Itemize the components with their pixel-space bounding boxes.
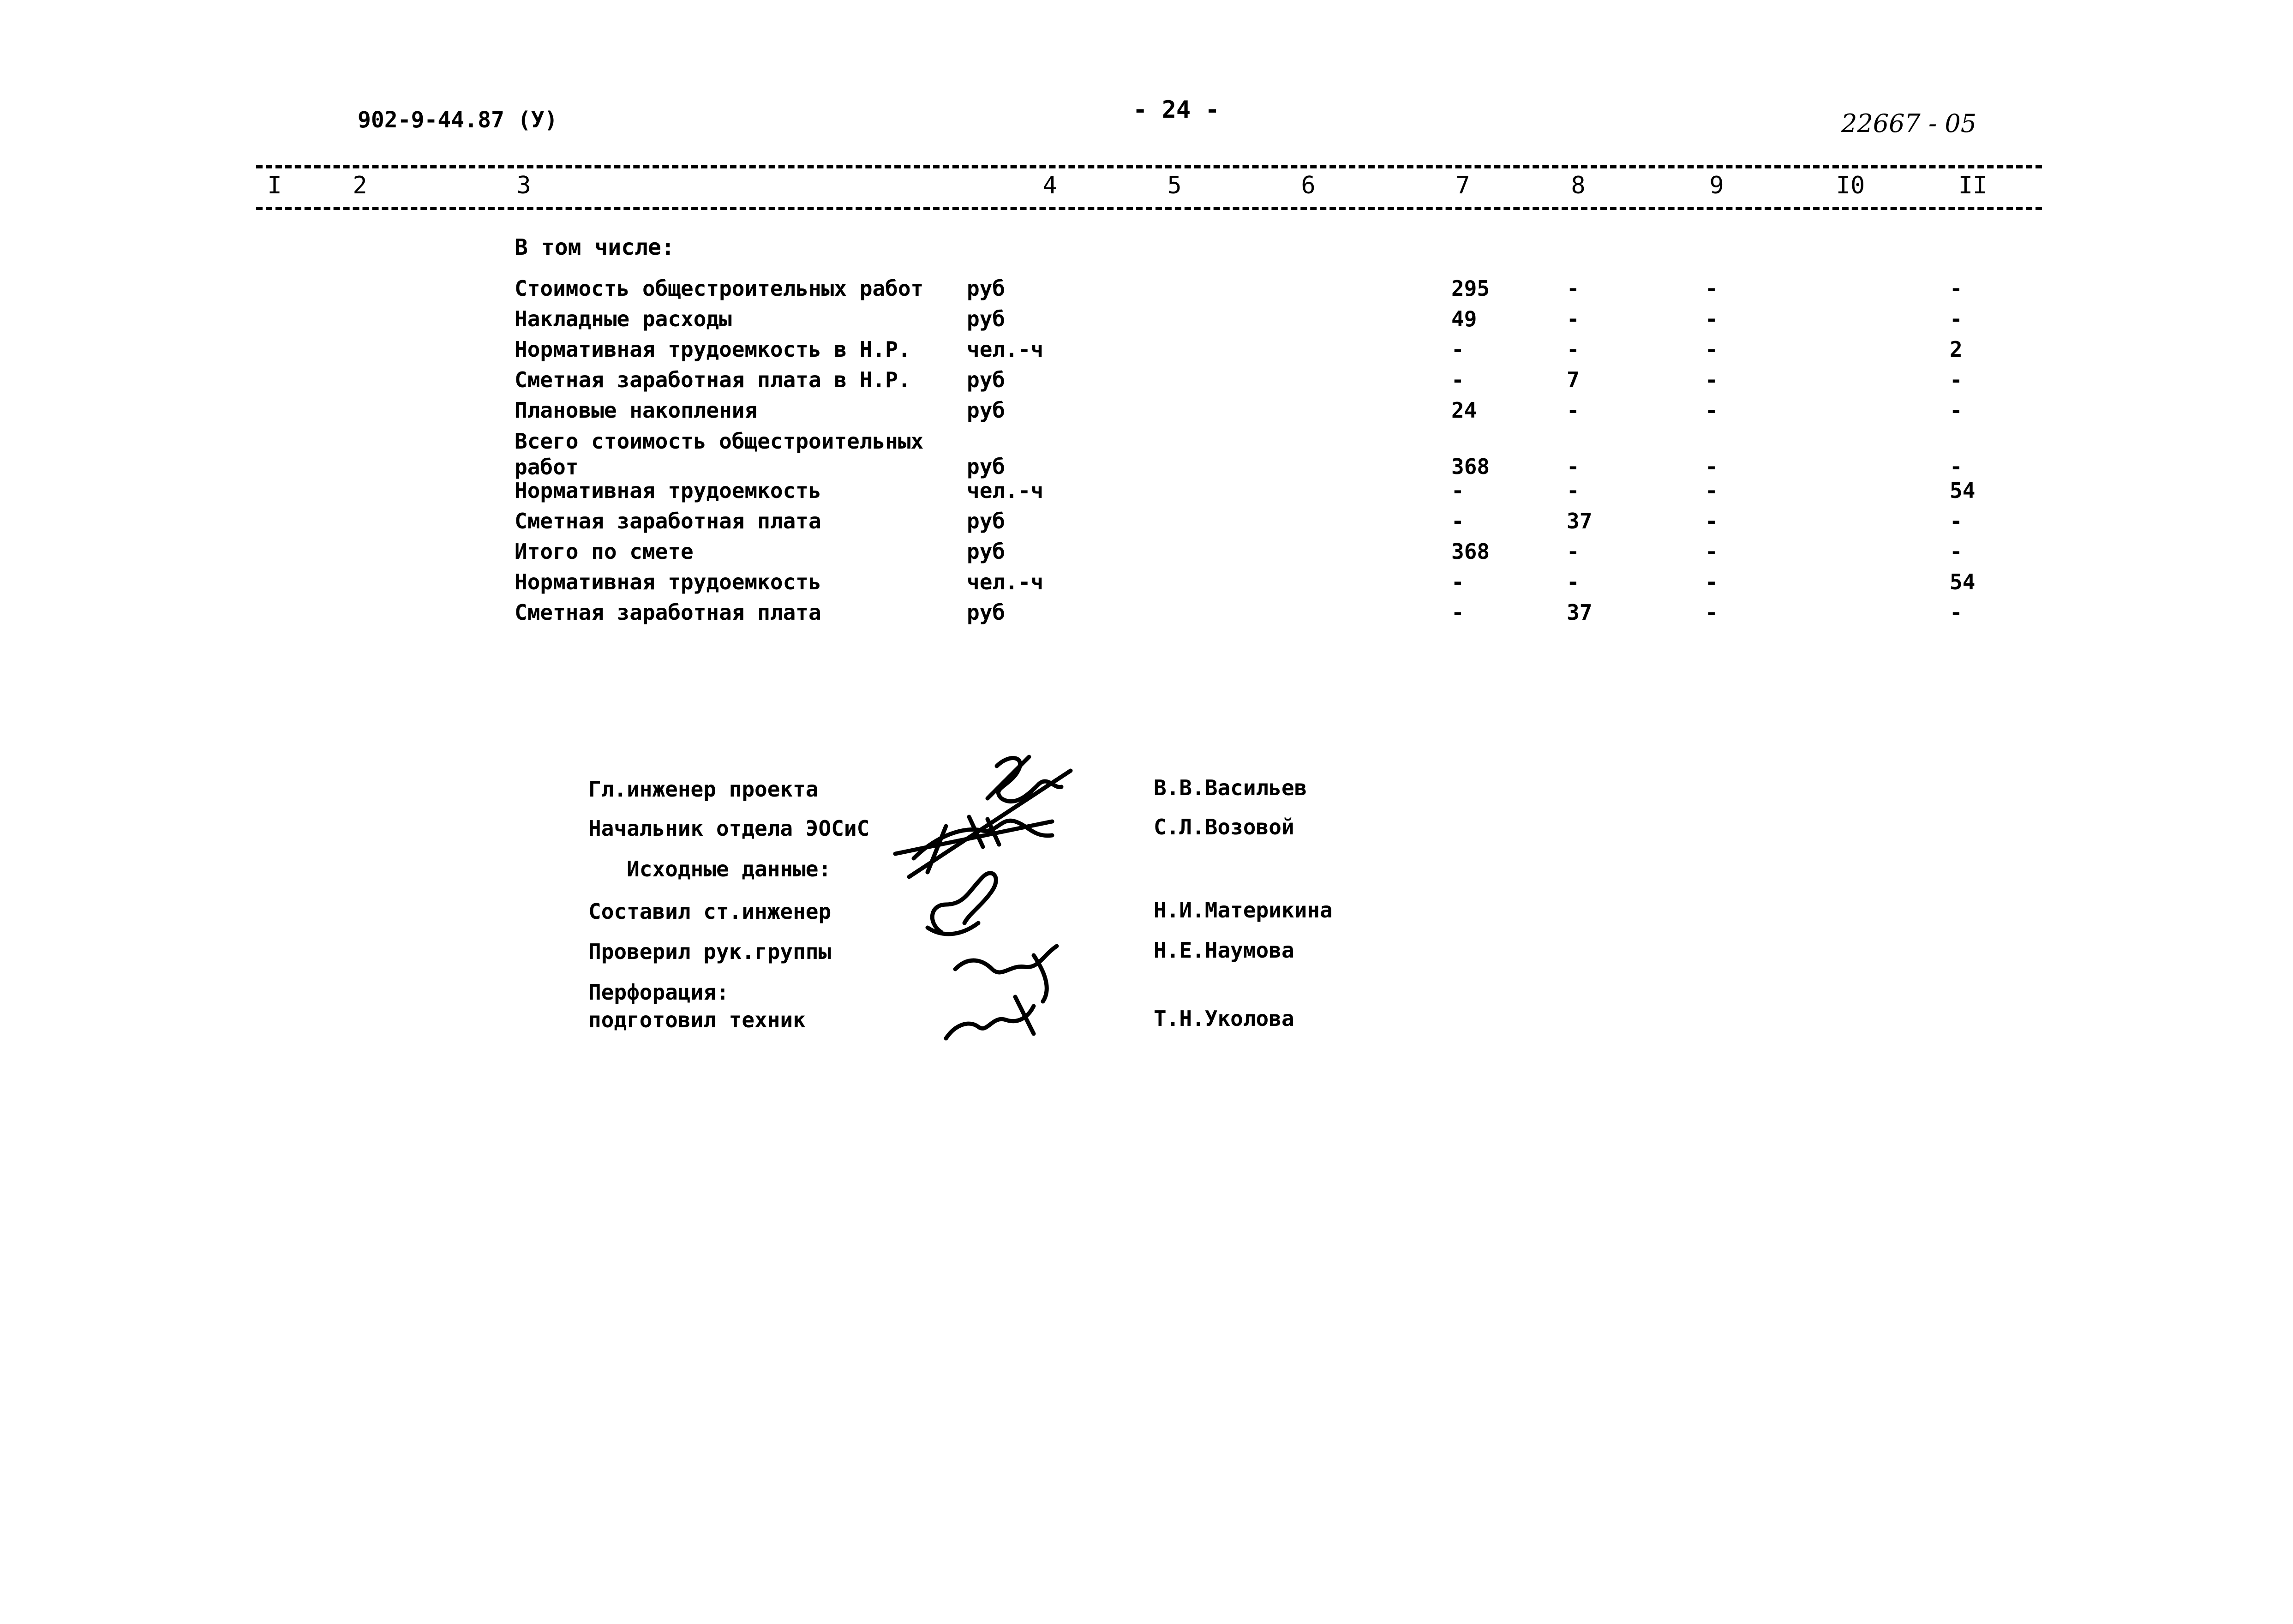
row-name: Нормативная трудоемкость <box>515 569 821 594</box>
row-name: Сметная заработная плата <box>515 509 821 533</box>
row-unit: руб <box>967 454 1006 479</box>
row-col7: - <box>1451 509 1464 533</box>
section-subheading: Исходные данные: <box>588 857 832 881</box>
row-name: Всего стоимость общестроительных работ <box>515 429 924 479</box>
row-unit: руб <box>967 276 1006 301</box>
row-col11: - <box>1950 600 1963 625</box>
row-col7: 295 <box>1451 276 1490 301</box>
row-unit: руб <box>967 509 1006 533</box>
row-col7: - <box>1451 600 1464 625</box>
column-header: I <box>267 172 282 199</box>
row-name: Нормативная трудоемкость в Н.Р. <box>515 337 911 362</box>
table-row <box>0 276 2293 306</box>
header-top-rule <box>256 165 2042 168</box>
row-col8: - <box>1567 454 1580 479</box>
column-header: 7 <box>1455 172 1470 199</box>
row-col11: - <box>1950 276 1963 301</box>
handwritten-signatures-icon <box>877 738 1177 1061</box>
table-row <box>0 478 2293 509</box>
signature-stroke <box>928 873 996 934</box>
row-col8: - <box>1567 276 1580 301</box>
table-row <box>0 509 2293 539</box>
row-name: Итого по смете <box>515 539 694 564</box>
column-header: 2 <box>353 172 367 199</box>
column-header: 9 <box>1709 172 1724 199</box>
row-col9: - <box>1705 539 1718 564</box>
row-unit: руб <box>967 306 1006 331</box>
row-col8: 7 <box>1567 367 1580 392</box>
row-col7: - <box>1451 478 1464 503</box>
row-col7: 24 <box>1451 398 1477 423</box>
column-header: 6 <box>1301 172 1316 199</box>
row-col8: - <box>1567 569 1580 594</box>
signatory-title: Составил ст.инженер <box>588 899 832 924</box>
row-col9: - <box>1705 337 1718 362</box>
table-row <box>0 306 2293 337</box>
row-col11: 54 <box>1950 478 1976 503</box>
page-number: - 24 - <box>1133 96 1220 124</box>
row-col9: - <box>1705 276 1718 301</box>
row-col9: - <box>1705 569 1718 594</box>
row-col8: 37 <box>1567 600 1593 625</box>
row-col7: - <box>1451 337 1464 362</box>
row-unit: руб <box>967 539 1006 564</box>
signatory-name: Н.Е.Наумова <box>1154 938 1294 963</box>
row-col9: - <box>1705 509 1718 533</box>
column-header: 4 <box>1042 172 1057 199</box>
row-unit: чел.-ч <box>967 478 1044 503</box>
table-row <box>0 539 2293 569</box>
row-col9: - <box>1705 367 1718 392</box>
row-col11: - <box>1950 367 1963 392</box>
row-col11: 2 <box>1950 337 1963 362</box>
signatory-title: Гл.инженер проекта <box>588 777 819 802</box>
row-col7: 368 <box>1451 539 1490 564</box>
row-col8: - <box>1567 306 1580 331</box>
signature-stroke <box>946 997 1034 1038</box>
signatory-title: Начальник отдела ЭОСиС <box>588 816 870 841</box>
column-header: 3 <box>516 172 531 199</box>
row-col9: - <box>1705 398 1718 423</box>
row-unit: руб <box>967 398 1006 423</box>
sheet-number: 22667 - 05 <box>1841 109 1977 138</box>
signatory-name: Н.И.Материкина <box>1154 898 1333 923</box>
row-col7: - <box>1451 367 1464 392</box>
table-row <box>0 600 2293 630</box>
signatory-name: С.Л.Возовой <box>1154 815 1294 839</box>
row-name: Нормативная трудоемкость <box>515 478 821 503</box>
row-unit: чел.-ч <box>967 337 1044 362</box>
header-bottom-rule <box>256 207 2042 210</box>
table-row <box>0 569 2293 600</box>
column-header: 5 <box>1167 172 1182 199</box>
table-row <box>0 398 2293 428</box>
row-col8: - <box>1567 337 1580 362</box>
row-col11: - <box>1950 306 1963 331</box>
signature-stroke <box>988 757 1061 802</box>
table-row <box>0 367 2293 398</box>
document-code: 902-9-44.87 (У) <box>358 107 558 133</box>
signatory-name: В.В.Васильев <box>1154 775 1307 800</box>
row-col11: - <box>1950 398 1963 423</box>
row-col9: - <box>1705 306 1718 331</box>
row-col11: 54 <box>1950 569 1976 594</box>
row-col9: - <box>1705 454 1718 479</box>
row-unit: руб <box>967 367 1006 392</box>
row-col9: - <box>1705 478 1718 503</box>
row-col11: - <box>1950 539 1963 564</box>
row-col8: - <box>1567 478 1580 503</box>
row-unit: чел.-ч <box>967 569 1044 594</box>
row-col8: - <box>1567 539 1580 564</box>
signature-stroke <box>928 826 946 872</box>
section-intro: В том числе: <box>515 234 675 260</box>
column-header: I0 <box>1836 172 1865 199</box>
row-col7: 49 <box>1451 306 1477 331</box>
row-unit: руб <box>967 600 1006 625</box>
column-header: 8 <box>1571 172 1586 199</box>
row-col9: - <box>1705 600 1718 625</box>
signatory-title: Перфорация: подготовил техник <box>588 980 806 1032</box>
table-row <box>0 337 2293 367</box>
signatory-name: Т.Н.Уколова <box>1154 1006 1294 1031</box>
row-col8: - <box>1567 398 1580 423</box>
signature-stroke <box>955 946 1057 1001</box>
column-header: II <box>1958 172 1988 199</box>
row-name: Накладные расходы <box>515 306 732 331</box>
row-name: Сметная заработная плата в Н.Р. <box>515 367 911 392</box>
row-col7: - <box>1451 569 1464 594</box>
row-name: Сметная заработная плата <box>515 600 821 625</box>
row-name: Плановые накопления <box>515 398 758 423</box>
row-col7: 368 <box>1451 454 1490 479</box>
row-col8: 37 <box>1567 509 1593 533</box>
signatory-title: Проверил рук.группы <box>588 939 832 964</box>
row-col11: - <box>1950 509 1963 533</box>
row-col11: - <box>1950 454 1963 479</box>
row-name: Стоимость общестроительных работ <box>515 276 924 301</box>
